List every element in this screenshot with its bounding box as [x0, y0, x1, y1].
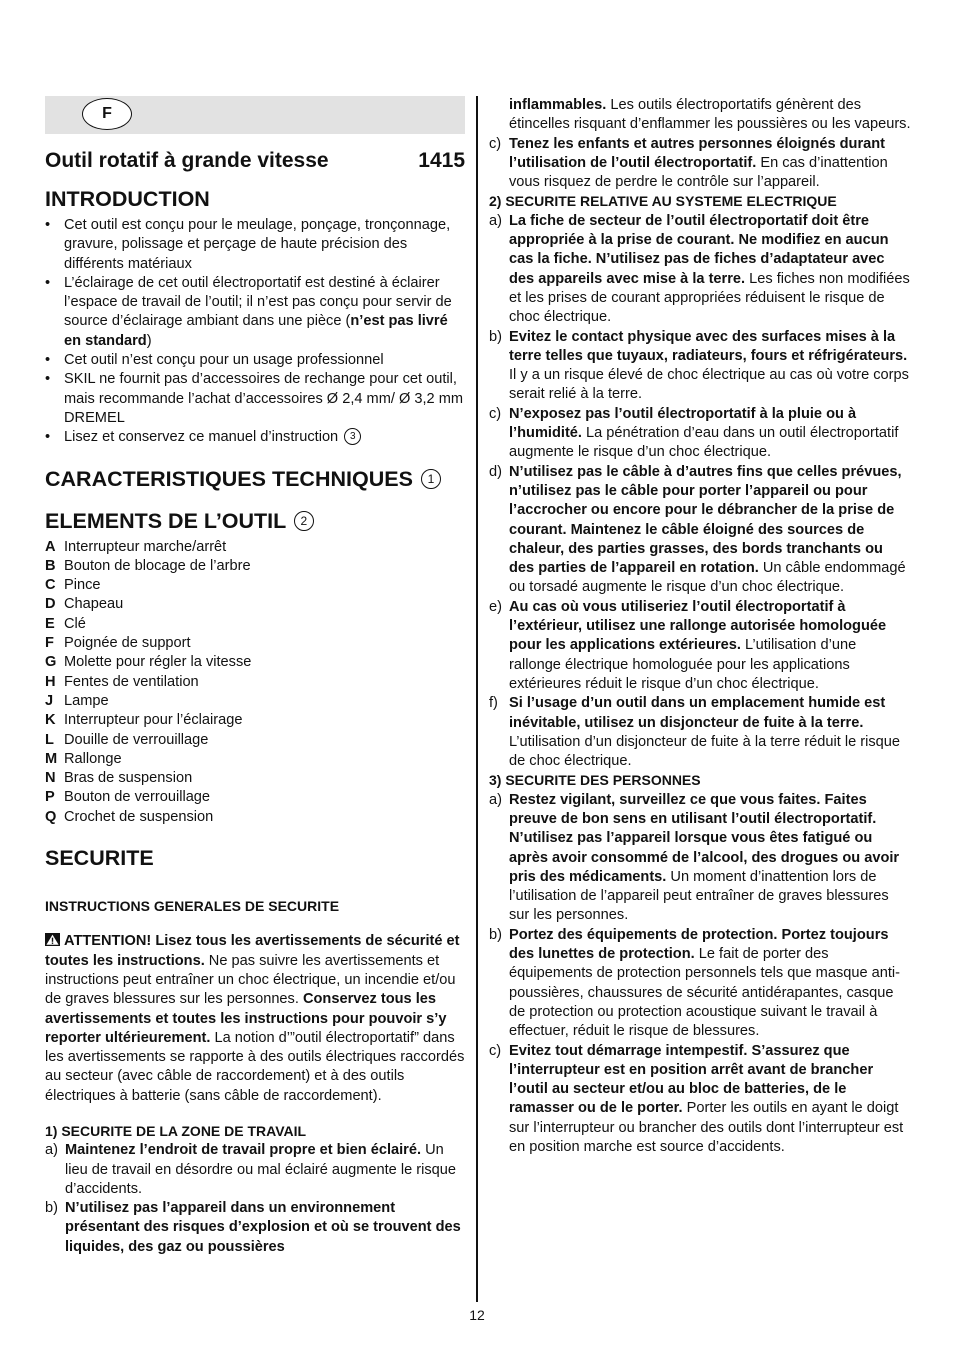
column-divider	[476, 96, 478, 1302]
intro-heading: INTRODUCTION	[45, 187, 210, 211]
warning-paragraph: ATTENTION! Lisez tous les avertissements de sécurité et toutes les instructions. Ne pas suivre les avertissements et instructions peut entraîner un choc électrique, un incendie et/ou de graves blessures sur les personnes. Conservez tous les avertissements et toutes les instructions pour pouvoir s’y reporter ultérieurement. La notion d’”outil électroportatif” dans les avertissements se rapporte à des outils électriques raccordés au secteur (avec câble de raccordement) et à des outils électriques à batterie (sans câble de raccordement).	[45, 933, 465, 1104]
figure-ref-icon: 3	[344, 428, 361, 445]
list-item: • SKIL ne fournit pas d’accessoires de rechange pour cet outil, mais recommande l’achat d’accessoires Ø 2,4 mm/ Ø 3,2 mm DREMEL	[45, 370, 465, 428]
list-item: B Bouton de blocage de l’arbre	[45, 557, 251, 574]
list-item: a) La fiche de secteur de l’outil électroportatif doit être appropriée à la prise de courant. Ne modifiez en aucun cas la fiche. N’utilisez pas de fiches d’adaptateur avec des appareils avec mise à la terre. Les fiches non modifiées et les prises de courant appropriées réduisent le risque de choc électrique.	[489, 212, 910, 326]
list-item: a) Restez vigilant, surveillez ce que vous faites. Faites preuve de bon sens en utilisant l’outil électroportatif. N’utilisez pas l’appareil lorsque vous êtes fatigué ou après avoir consommé de l’alcool, des drogues ou avoir pris des médicaments. Un moment d’inattention lors de l’utilisation de l’appareil peut entraîner de graves blessures sur les personnes.	[489, 791, 900, 924]
list-item: G Molette pour régler la vitesse	[45, 654, 252, 671]
list-item: b) N’utilisez pas l’appareil dans un environnement présentant des risques d’explosion et où se trouvent des liquides, des gaz ou poussières	[45, 1200, 461, 1255]
elements-list	[45, 538, 465, 827]
list-item: C Pince	[45, 577, 101, 594]
list-item: Q Crochet de suspension	[45, 808, 214, 825]
left-column	[45, 96, 465, 1257]
page-title	[45, 148, 465, 174]
list-item: F Poignée de support	[45, 635, 191, 652]
intro-list	[45, 216, 465, 448]
list-item: c) Evitez tout démarrage intempestif. S’assurez que l’interrupteur est en position arrêt avant de brancher l’outil au secteur et/ou au bloc de batteries, de le ramasser ou de le porter. Porter les outils en ayant le doigt sur l’interrupteur ou brancher des outils dont l’interrupteur est en position marche est source d’accidents.	[489, 1042, 904, 1156]
list-item: • Lisez et conservez ce manuel d’instruction 3	[45, 428, 465, 447]
list-item: d) N’utilisez pas le câble à d’autres fins que celles prévues, n’utilisez pas le câble pour porter l’appareil ou pour l’accrocher ou encore pour le débrancher de la prise de courant. Maintenez le câble éloigné des sources de chaleur, des parties grasses, des bords tranchants ou des parties de l’appareil en rotation. Un câble endommagé ou torsadé augmente le risque d’un choc électrique.	[489, 463, 906, 596]
list-item: c) N’exposez pas l’outil électroportatif à la pluie ou à l’humidité. La pénétration d’eau dans un outil électroportatif augmente le risque d’un choc électrique.	[489, 405, 899, 461]
work-area-heading: 1) SECURITE DE LA ZONE DE TRAVAIL	[45, 1122, 307, 1139]
list-item: H Fentes de ventilation	[45, 673, 199, 690]
list-item: N Bras de suspension	[45, 770, 193, 787]
specs-heading: CARACTERISTIQUES TECHNIQUES 1	[45, 466, 465, 492]
list-item: • Cet outil n’est conçu pour un usage professionnel	[45, 351, 465, 370]
list-item: D Chapeau	[45, 596, 124, 613]
list-item: J Lampe	[45, 692, 109, 709]
list-item: P Bouton de verrouillage	[45, 789, 211, 806]
list-item: c) Tenez les enfants et autres personnes éloignés durant l’utilisation de l’outil électroportatif. En cas d’inattention vous risquez de perdre le contrôle sur l’appareil.	[489, 135, 888, 191]
list-item: • L’éclairage de cet outil électroportatif est destiné à éclairer l’espace de travail de l’outil; il n’est pas conçu pour servir de source d’éclairage ambiant dans une pièce (n’est pas livré en standard)	[45, 274, 465, 351]
page-number: 12	[469, 1307, 485, 1323]
security-heading: SECURITE	[45, 846, 154, 871]
list-item: e) Au cas où vous utiliseriez l’outil électroportatif à l’extérieur, utilisez une rallonge autorisée homologuée pour les applications extérieures. L’utilisation d’une rallonge électrique homologuée pour les applications extérieures réduit le risque d’un choc électrique.	[489, 598, 887, 692]
list-item: b) Evitez le contact physique avec des surfaces mises à la terre telles que tuyaux, radiateurs, fours et réfrigérateurs. Il y a un risque élevé de choc électrique au cas où votre corps serait relié à la terre.	[489, 328, 909, 403]
list-item: b) Portez des équipements de protection. Portez toujours des lunettes de protection. Le fait de porter des équipements de protection personnels tels que masque anti-poussières, chaussures de sécurité antidérapantes, casque de protection ou protection acoustique suivant le travail à effectuer, réduit le risque de blessures.	[489, 926, 901, 1040]
list-item: A Interrupteur marche/arrêt	[45, 538, 227, 555]
general-safety-heading: INSTRUCTIONS GENERALES DE SECURITE	[45, 898, 340, 915]
figure-ref-icon: 1	[421, 469, 441, 489]
list-item: f) Si l’usage d’un outil dans un emplacement humide est inévitable, utilisez un disjoncteur de fuite à la terre. L’utilisation d’un disjoncteur de fuite à la terre réduit le risque de choc électrique.	[489, 695, 901, 770]
list-item: E Clé	[45, 615, 86, 632]
list-item: a) Maintenez l’endroit de travail propre et bien éclairé. Un lieu de travail en désordre ou mal éclairé augmente le risque d’accidents.	[45, 1142, 457, 1197]
list-item: M Rallonge	[45, 750, 122, 767]
list-item: L Douille de verrouillage	[45, 731, 209, 748]
figure-ref-icon: 2	[294, 511, 314, 531]
elements-heading: ELEMENTS DE L’OUTIL 2	[45, 508, 465, 534]
language-bar	[45, 96, 465, 134]
list-item-continued: inflammables. Les outils électroportatifs génèrent des étincelles risquant d’enflammer les poussières ou les vapeurs.	[509, 97, 911, 133]
language-badge: F	[82, 98, 132, 130]
model-number: 1415	[418, 149, 465, 172]
list-item: K Interrupteur pour l’éclairage	[45, 712, 243, 729]
personal-safety-heading: 3) SECURITE DES PERSONNES	[489, 772, 701, 789]
right-column	[489, 96, 911, 1157]
title-text: Outil rotatif à grande vitesse	[45, 149, 329, 172]
electrical-safety-heading: 2) SECURITE RELATIVE AU SYSTEME ELECTRIQUE	[489, 193, 837, 210]
warning-triangle-icon	[45, 933, 60, 946]
list-item: • Cet outil est conçu pour le meulage, ponçage, tronçonnage, gravure, polissage et perçage de haute précision des différents matériaux	[45, 216, 465, 274]
